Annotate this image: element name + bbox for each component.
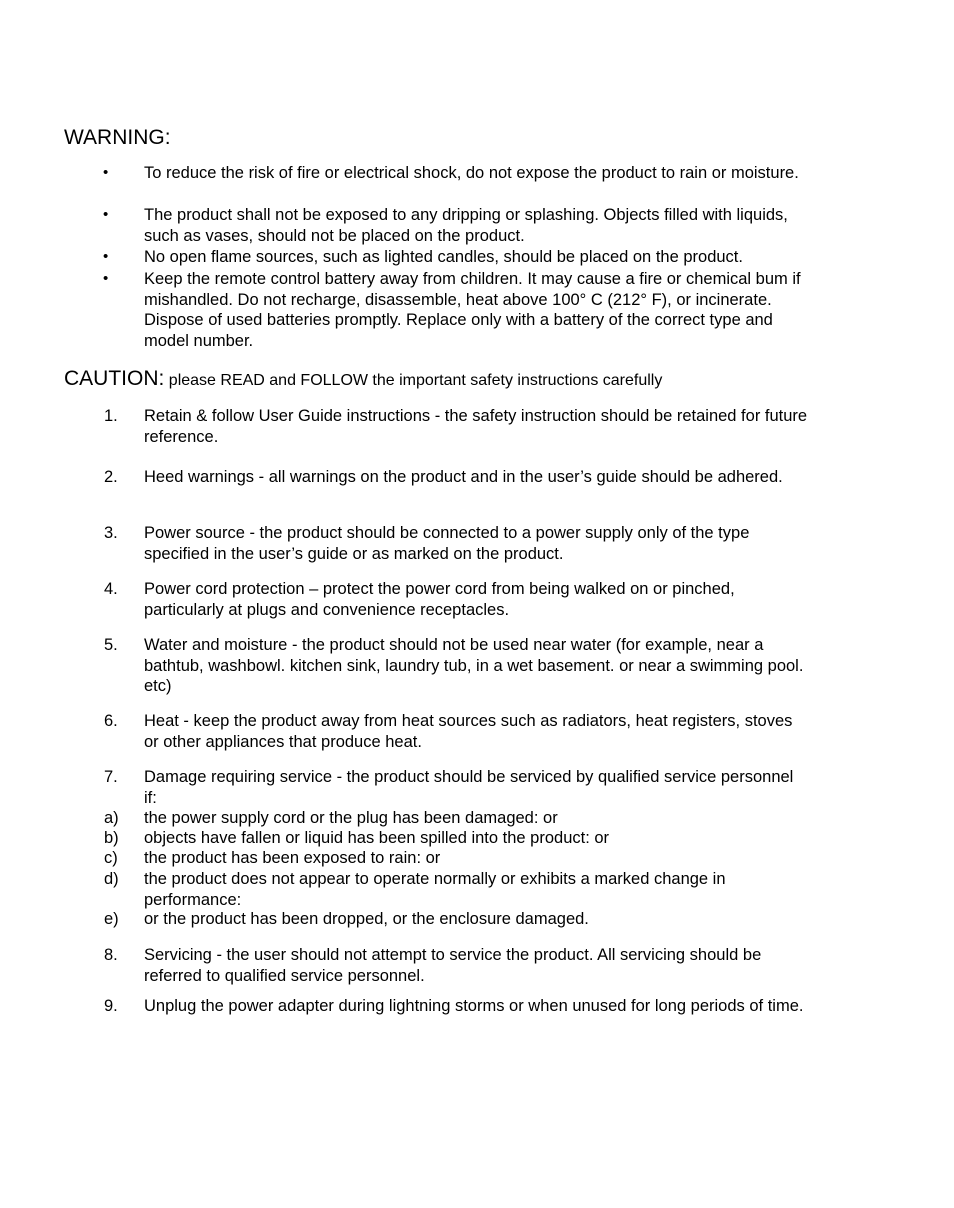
caution-title: CAUTION: <box>64 367 165 390</box>
list-marker: 2. <box>104 468 118 486</box>
list-item-text: Servicing - the user should not attempt to service the product. All servicing should be referred to qualified service personnel. <box>144 946 762 985</box>
warning-item-text: The product shall not be exposed to any dripping or splashing. Objects filled with liquids, such as vases, should not be placed on the product. <box>144 206 788 245</box>
bullet: • <box>103 248 109 265</box>
list-item-text: Damage requiring service - the product should be serviced by qualified service personnel if: <box>144 768 794 807</box>
list-marker: a) <box>104 809 119 827</box>
list-marker: c) <box>104 849 118 867</box>
bullet: • <box>103 206 109 223</box>
list-item-text: Retain & follow User Guide instructions - the safety instruction should be retained for future reference. <box>144 407 808 446</box>
list-marker: 7. <box>104 768 118 786</box>
list-item-text: Heat - keep the product away from heat sources such as radiators, heat registers, stoves or other appliances that produce heat. <box>144 712 793 751</box>
list-marker: 3. <box>104 524 118 542</box>
list-marker: 9. <box>104 997 118 1015</box>
warning-item-text: To reduce the risk of fire or electrical shock, do not expose the product to rain or moisture. <box>144 164 799 182</box>
list-marker: 6. <box>104 712 118 730</box>
list-item-text: Heed warnings - all warnings on the product and in the user’s guide should be adhered. <box>144 468 783 486</box>
list-marker: 4. <box>104 580 118 598</box>
list-marker: 5. <box>104 636 118 654</box>
warning-item-text: No open flame sources, such as lighted candles, should be placed on the product. <box>144 248 743 266</box>
list-marker: 8. <box>104 946 118 964</box>
bullet: • <box>103 270 109 287</box>
list-item-text: or the product has been dropped, or the enclosure damaged. <box>144 910 589 928</box>
bullet: • <box>103 164 109 181</box>
list-item-text: Power cord protection – protect the power cord from being walked on or pinched, particularly at plugs and convenience receptacles. <box>144 580 735 619</box>
list-item-text: the product does not appear to operate normally or exhibits a marked change in performance: <box>144 870 726 909</box>
list-marker: e) <box>104 910 119 928</box>
list-marker: d) <box>104 870 119 888</box>
list-item-text: Water and moisture - the product should not be used near water (for example, near a bathtub, washbowl. kitchen sink, laundry tub, in a wet basement. or near a swimming pool. etc) <box>144 636 804 695</box>
list-marker: 1. <box>104 407 118 425</box>
caution-subtitle: please READ and FOLLOW the important safety instructions carefully <box>164 372 663 389</box>
warning-item-text: Keep the remote control battery away from children. It may cause a fire or chemical bum if mishandled. Do not recharge, disassemble, heat above 100° C (212° F), or incinerate. Dispose of used batteries promptly. Replace only with a battery of the correct type and model number. <box>144 270 801 350</box>
list-marker: b) <box>104 829 119 847</box>
list-item-text: Unplug the power adapter during lightning storms or when unused for long periods of time. <box>144 997 804 1015</box>
list-item-text: the product has been exposed to rain: or <box>144 849 441 867</box>
warning-heading: WARNING: <box>64 126 171 149</box>
caution-heading <box>64 367 662 393</box>
list-item-text: Power source - the product should be connected to a power supply only of the type specified in the user’s guide or as marked on the product. <box>144 524 750 563</box>
list-item-text: the power supply cord or the plug has been damaged: or <box>144 809 558 827</box>
list-item-text: objects have fallen or liquid has been spilled into the product: or <box>144 829 610 847</box>
